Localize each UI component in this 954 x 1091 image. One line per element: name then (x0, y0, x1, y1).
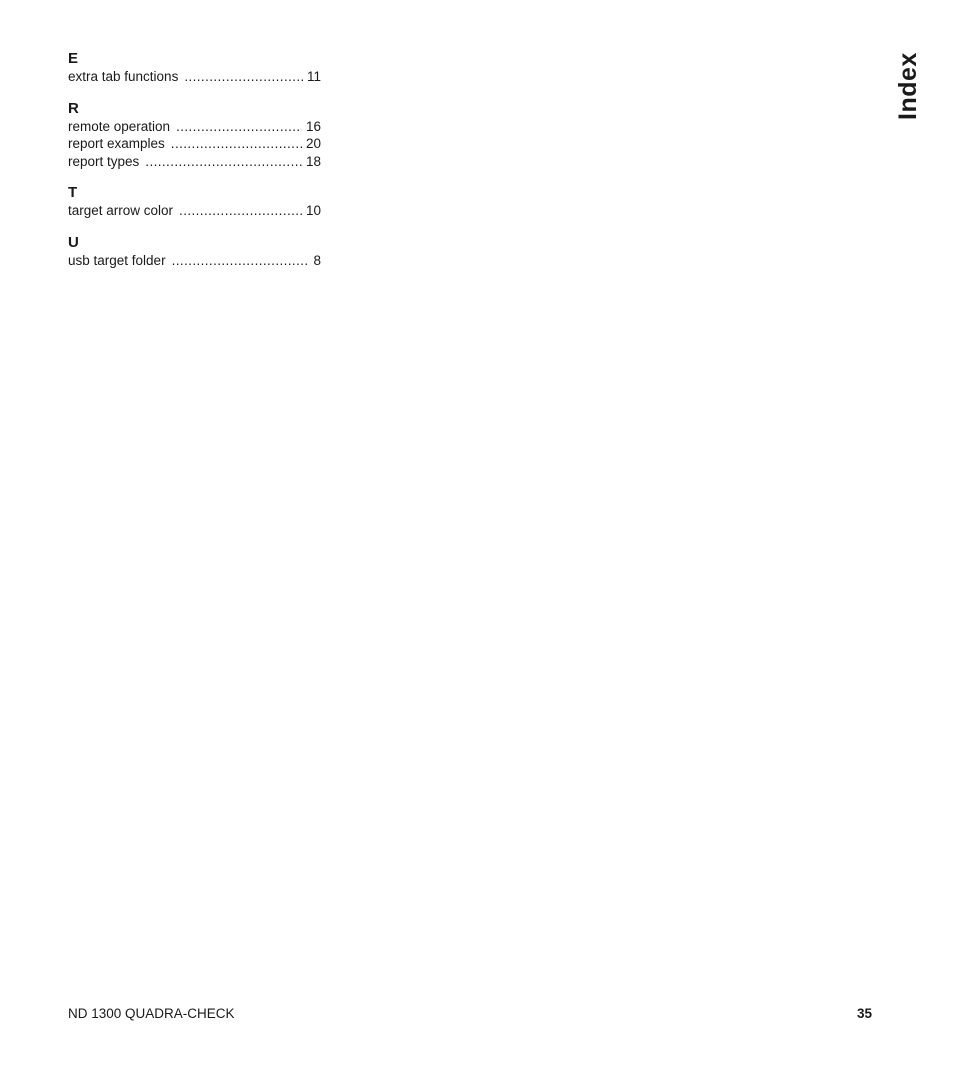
index-group-r (68, 100, 321, 171)
dot-leader (145, 153, 302, 171)
entry-page: 16 (305, 118, 321, 134)
index-entry (68, 252, 321, 270)
footer-page-number: 35 (856, 1006, 872, 1021)
dot-leader (171, 135, 302, 153)
index-group-u (68, 234, 321, 270)
index-entry (68, 153, 321, 171)
index-entry (68, 202, 321, 220)
index-entry (68, 135, 321, 153)
entry-term: report types (68, 153, 140, 169)
side-title: Index (894, 52, 922, 120)
entry-term: remote operation (68, 118, 171, 134)
index-group-t (68, 184, 321, 220)
dot-leader (172, 252, 310, 270)
footer-product-name: ND 1300 QUADRA-CHECK (68, 1006, 235, 1021)
entry-term: usb target folder (68, 252, 166, 268)
group-letter: T (68, 184, 78, 201)
entry-page: 11 (306, 69, 321, 84)
group-letter: E (68, 50, 79, 67)
group-letter: U (68, 233, 79, 251)
dot-leader (179, 202, 302, 220)
index-column (68, 50, 321, 283)
entry-term: report examples (68, 136, 165, 151)
entry-term: extra tab functions (68, 69, 179, 84)
group-letter: R (68, 99, 79, 117)
dot-leader (184, 68, 303, 86)
entry-page: 18 (305, 153, 321, 169)
entry-page: 20 (305, 136, 321, 151)
index-entry (68, 118, 321, 136)
entry-page: 8 (313, 252, 321, 268)
index-entry (68, 68, 321, 86)
index-group-e (68, 50, 321, 86)
dot-leader (176, 118, 302, 136)
entry-term: target arrow color (68, 203, 174, 218)
entry-page: 10 (305, 203, 321, 218)
